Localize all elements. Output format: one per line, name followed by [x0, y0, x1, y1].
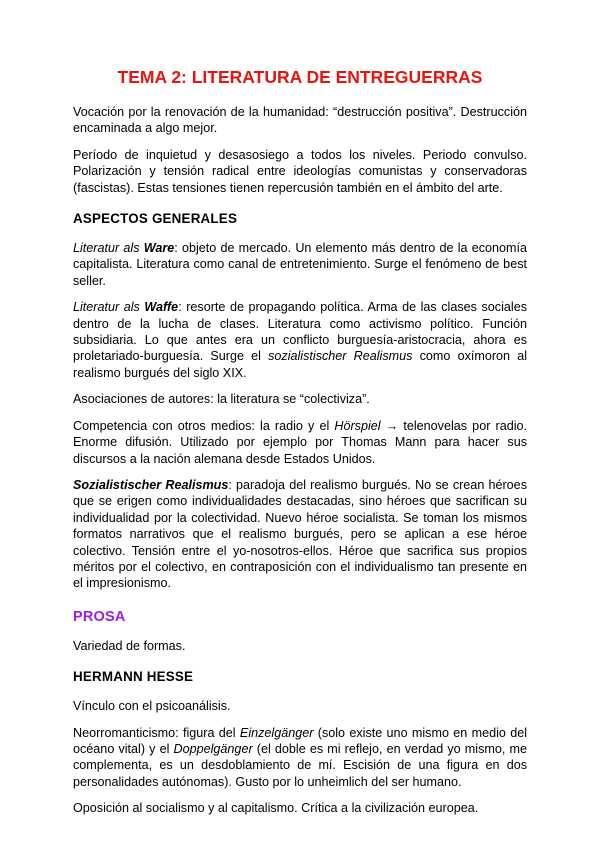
- intro-paragraph-2: Período de inquietud y desasosiego a todos los niveles. Periodo convulso. Polarización y tensión radical entre ideologías comunistas y conservadoras (fascistas). Estas tensiones tienen repercusión también en el ámbito del arte.: [73, 147, 527, 195]
- term-waffe: Waffe: [144, 300, 179, 315]
- neoro-text-3: (el doble es mi reflejo, en verdad yo mismo, me complementa, es un desdoblamiento de mí. Escisión de una figura en dos personalidades autónomas). Gusto por lo unheimlich del ser humano.: [73, 741, 527, 789]
- sozialistischer-text: : paradoja del realismo burgués. No se crean héroes que se erigen como individualidades destacadas, sino héroes que sacrifican su individualidad por la colectividad. Nuevo héroe socialista. Se toman los mismos formatos narrativos que el realismo burgués, pero se aplican a ese héroe colectivo. Tensión entre el yo-nosotros-ellos. Héroe que sacrifica sus propios méritos por el colectivo, en contraposición con el individualismo tan presente en el impresionismo.: [73, 477, 527, 591]
- paragraph-vinculo: Vínculo con el psicoanálisis.: [73, 699, 231, 714]
- paragraph-competencia: [73, 418, 527, 467]
- term-einzelganger: Einzelgänger: [239, 725, 314, 740]
- competencia-text-1: Competencia con otros medios: la radio y el: [73, 418, 335, 433]
- paragraph-sozialistischer: [73, 477, 527, 592]
- ware-text: : objeto de mercado. Un elemento más dentro de la economía capitalista. Literatura como canal de entretenimiento. Surge el fenómeno de best seller.: [73, 241, 527, 288]
- document-page: [73, 66, 527, 817]
- section-heading-hesse: HERMANN HESSE: [73, 669, 194, 685]
- neoro-text-2: (solo existe uno mismo en medio del océano vital) y el: [73, 725, 527, 756]
- term-sozialistischer-realismus: sozialistischer Realismus: [268, 349, 413, 364]
- intro-paragraph-1: Vocación por la renovación de la humanidad: “destrucción positiva”. Destrucción encaminada a algo mejor.: [73, 105, 527, 136]
- term-literatur-als-2: Literatur als: [73, 300, 145, 315]
- term-doppelganger: Doppelgänger: [173, 741, 253, 756]
- competencia-text-2: → telenovelas por radio. Enorme difusión. Utilizado por ejemplo por Thomas Mann para hacer sus discursos a la nación alemana desde Estados Unidos.: [73, 418, 527, 466]
- paragraph-oposicion: Oposición al socialismo y al capitalismo. Crítica a la civilización europea.: [73, 801, 479, 816]
- neoro-text-1: Neorromanticismo: figura del: [73, 725, 240, 740]
- paragraph-asociaciones: Asociaciones de autores: la literatura se “colectiviza”.: [73, 392, 370, 407]
- waffe-text-2: como oxímoron al realismo burgués del siglo XIX.: [73, 349, 528, 380]
- paragraph-neorromanticismo: [73, 725, 527, 791]
- page-title: TEMA 2: LITERATURA DE ENTREGUERRAS: [117, 67, 483, 87]
- term-sozialistischer-label: Sozialistischer Realismus: [73, 477, 229, 492]
- paragraph-ware: [73, 240, 527, 289]
- waffe-text-1: : resorte de propagando política. Arma de las clases sociales dentro de la lucha de clases. Literatura como activismo político. Función subsidiaria. Lo que antes era un conflicto burguesía-aristocracia, ahora es proletariado-burguesía. Surge el: [73, 300, 527, 364]
- section-heading-aspectos: ASPECTOS GENERALES: [73, 211, 238, 227]
- paragraph-prosa: Variedad de formas.: [73, 638, 186, 653]
- term-literatur-als: Literatur als: [73, 241, 144, 256]
- paragraph-waffe: [73, 299, 527, 381]
- term-ware: Ware: [143, 241, 175, 256]
- term-horspiel: Hörspiel: [334, 418, 381, 433]
- section-heading-prosa: PROSA: [73, 608, 126, 625]
